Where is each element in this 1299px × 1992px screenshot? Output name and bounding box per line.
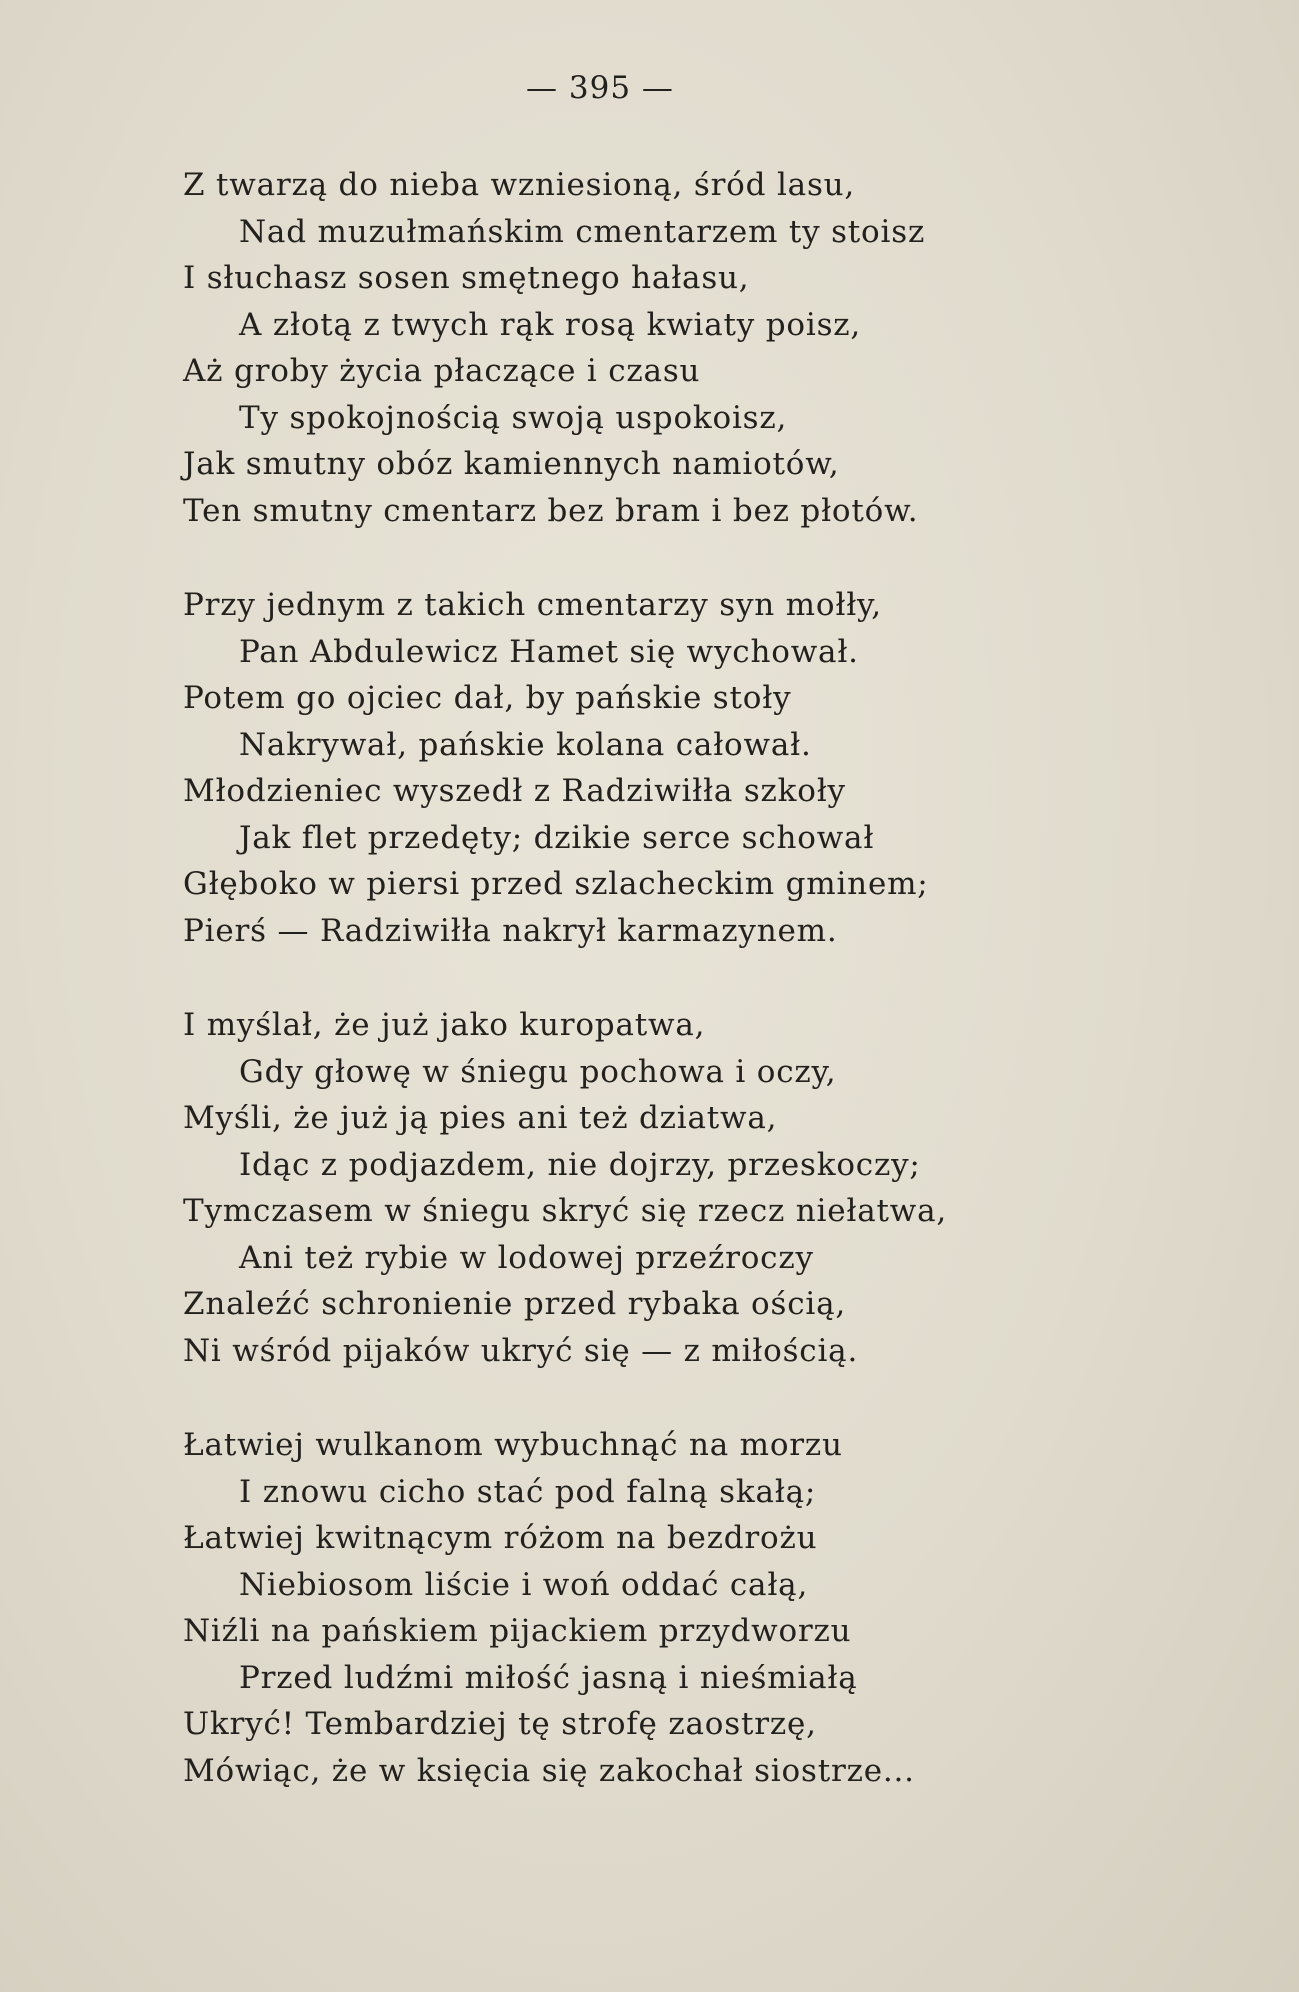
verse-line: Nakrywał, pańskie kolana całował. — [239, 726, 812, 763]
verse-line: Jak flet przedęty; dzikie serce schował — [239, 819, 875, 856]
verse-line: Pierś — Radziwiłła nakrył karmazynem. — [183, 912, 838, 949]
stanza-2 — [183, 582, 1233, 954]
verse-line: I myślał, że już jako kuropatwa, — [183, 1007, 706, 1043]
stanza-3 — [183, 1002, 1233, 1374]
stanza-1 — [183, 162, 1233, 534]
verse-line: A złotą z twych rąk rosą kwiaty poisz, — [239, 306, 862, 343]
stanza-4 — [183, 1422, 1233, 1794]
verse-line: Mówiąc, że w księcia się zakochał siostrze... — [183, 1752, 915, 1789]
verse-line: Ukryć! Tembardziej tę strofę zaostrzę, — [183, 1706, 817, 1742]
verse-line: Ty spokojnością swoją uspokoisz, — [239, 399, 788, 436]
verse-line: Tymczasem w śniegu skryć się rzecz niełatwa, — [183, 1193, 948, 1229]
verse-line: Niebiosom liście i woń oddać całą, — [239, 1566, 809, 1603]
verse-line: Gdy głowę w śniegu pochowa i oczy, — [239, 1053, 837, 1090]
verse-line: Pan Abdulewicz Hamet się wychował. — [239, 633, 859, 670]
verse-line: Z twarzą do nieba wzniesioną, śród lasu, — [183, 167, 856, 203]
verse-line: Idąc z podjazdem, nie dojrzy, przeskoczy; — [239, 1146, 921, 1183]
verse-line: Ani też rybie w lodowej przeźroczy — [239, 1239, 814, 1276]
verse-line: Przy jednym z takich cmentarzy syn mołły, — [183, 587, 882, 623]
verse-line: Łatwiej wulkanom wybuchnąć na morzu — [183, 1427, 843, 1463]
verse-line: Młodzieniec wyszedł z Radziwiłła szkoły — [183, 773, 846, 809]
verse-line: Nad muzułmańskim cmentarzem ty stoisz — [239, 213, 926, 250]
verse-line: Łatwiej kwitnącym różom na bezdrożu — [183, 1520, 818, 1556]
verse-line: Głęboko w piersi przed szlacheckim gminem; — [183, 866, 929, 902]
verse-line: Niźli na pańskiem pijackiem przydworzu — [183, 1613, 852, 1649]
verse-line: Ten smutny cmentarz bez bram i bez płotów. — [183, 492, 919, 529]
poem — [183, 162, 1233, 1842]
verse-line: Jak smutny obóz kamiennych namiotów, — [183, 446, 840, 482]
verse-line: Potem go ojciec dał, by pańskie stoły — [183, 680, 792, 716]
verse-line: Przed ludźmi miłość jasną i nieśmiałą — [239, 1659, 858, 1696]
verse-line: Znaleźć schronienie przed rybaka ością, — [183, 1286, 847, 1322]
verse-line: Myśli, że już ją pies ani też dziatwa, — [183, 1100, 778, 1136]
page-number: — 395 — — [526, 70, 674, 106]
verse-line: I słuchasz sosen smętnego hałasu, — [183, 260, 750, 296]
verse-line: I znowu cicho stać pod falną skałą; — [239, 1473, 817, 1510]
verse-line: Aż groby życia płaczące i czasu — [183, 353, 701, 389]
verse-line: Ni wśród pijaków ukryć się — z miłością. — [183, 1332, 859, 1369]
